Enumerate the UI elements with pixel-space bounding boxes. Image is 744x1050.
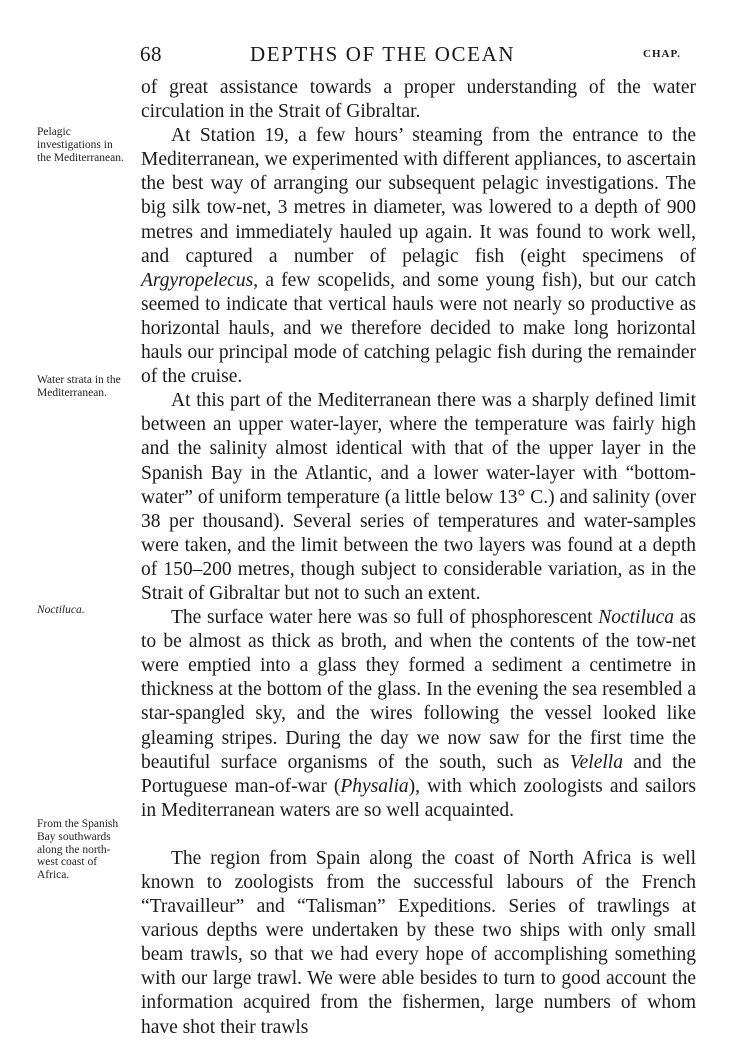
- p2-italic-argyropelecus: Argyropelecus: [141, 269, 254, 291]
- sidenote-spanish-bay: From the Spanish Bay southwards along the north-west coast of Africa.: [37, 818, 119, 882]
- sidenote-water-strata: Water strata in the Mediterranean.: [37, 374, 121, 399]
- p4-italic-physalia: Physalia: [340, 775, 409, 797]
- page-number: 68: [140, 42, 162, 66]
- chapter-label: CHAP.: [643, 48, 681, 60]
- sidenote-noctiluca: Noctiluca.: [37, 604, 85, 616]
- main-text: [141, 76, 696, 1040]
- p4-text-d: ), with which zoologists and sailors in Mediterranean waters are so well acquainted.: [141, 775, 696, 821]
- paragraph-station-19: [141, 124, 696, 389]
- p4-text-b: as to be almost as thick as broth, and when the contents of the tow-net were emptied into a glass they formed a sediment a centimetre in thickness at the bottom of the glass. In the evening the sea resembled a star-spangled sky, and the wires following the vessel looked like gleaming stripes. During the day we now saw for the first time the beautiful surface organisms of the south, such as: [141, 607, 696, 773]
- p4-text-c: and the Portuguese man-of-war (: [141, 751, 696, 797]
- paragraph-continuation: of great assistance towards a proper understanding of the water circulation in the Strait of Gibraltar.: [141, 77, 696, 123]
- p4-text-a: The surface water here was so full of phosphorescent: [171, 607, 599, 629]
- running-title: DEPTHS OF THE OCEAN: [250, 42, 516, 66]
- paragraph-noctiluca: [141, 606, 696, 823]
- paragraph-water-strata: At this part of the Mediterranean there was a sharply defined limit between an upper water-layer, where the temperature was fairly high and the salinity almost identical with that of the upper layer in the Spanish Bay in the Atlantic, and a lower water-layer with “bottom-water” of uniform temperature (a little below 13° C.) and salinity (over 38 per thousand). Several series of temperatures and water-samples were taken, and the limit between the two layers was found at a depth of 150–200 metres, though subject to considerable variation, as in the Strait of Gibraltar but not to such an extent.: [141, 390, 696, 604]
- p2-text-a: At Station 19, a few hours’ steaming from the entrance to the Mediterranean, we experimented with different appliances, to ascertain the best way of arranging our subsequent pelagic investigations. The big silk tow-net, 3 metres in diameter, was lowered to a depth of 900 metres and immediately hauled up again. It was found to work well, and captured a number of pelagic fish (eight specimens of: [141, 125, 696, 267]
- p4-italic-velella: Velella: [569, 751, 623, 773]
- sidenote-pelagic: Pelagic investigations in the Mediterranean.: [37, 126, 124, 164]
- paragraph-spain-africa: The region from Spain along the coast of North Africa is well known to zoologists from the successful labours of the French “Travailleur” and “Talisman” Expeditions. Series of trawlings at various depths were undertaken by these two ships with only small beam trawls, so that we had every hope of accomplishing something with our large trawl. We were able besides to turn to good account the information acquired from the fishermen, large numbers of whom have shot their trawls: [141, 847, 696, 1038]
- p4-italic-noctiluca: Noctiluca: [598, 607, 675, 629]
- running-header: [0, 42, 744, 72]
- p2-text-b: , a few scopelids, and some young fish), but our catch seemed to indicate that vertical hauls were not nearly so productive as horizontal hauls, and we therefore decided to make long horizontal hauls our principal mode of catching pelagic fish during the remainder of the cruise.: [141, 269, 696, 388]
